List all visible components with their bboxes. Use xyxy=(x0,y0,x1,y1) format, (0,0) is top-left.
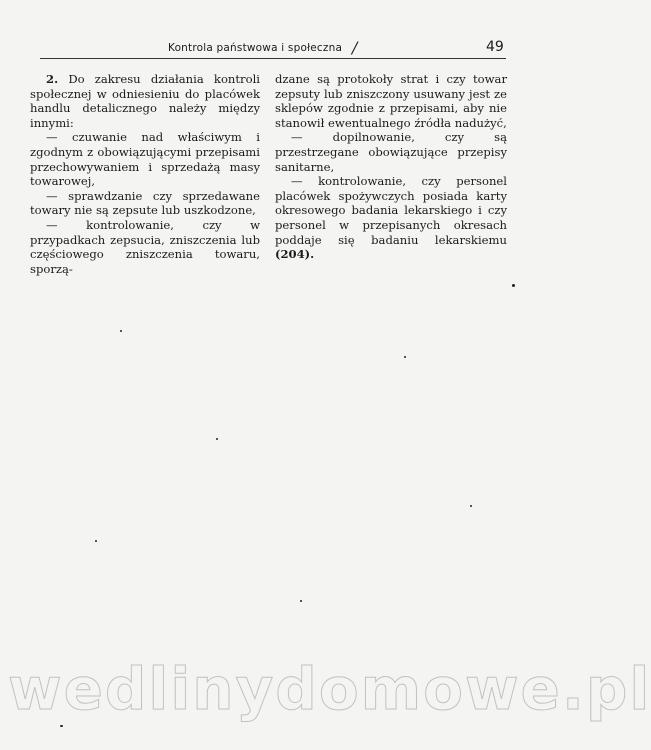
list-item: — czuwanie nad właściwym i zgodnym z obowiązującymi przepisami przechowywaniem i sprzedażą masy towarowej, xyxy=(30,130,260,189)
scan-speck xyxy=(95,540,97,542)
scan-speck xyxy=(216,438,218,440)
header-rule xyxy=(40,58,506,59)
running-header: Kontrola państwowa i społeczna xyxy=(168,42,343,54)
left-column xyxy=(30,72,260,276)
right-column xyxy=(275,72,507,262)
paragraph-intro-text: Do zakresu działania kontroli społecznej w odniesieniu do placówek handlu detalicznego należy między innymi: xyxy=(30,72,260,130)
paragraph-intro xyxy=(30,72,260,130)
scan-speck xyxy=(60,725,63,727)
page-number: 49 xyxy=(486,39,504,55)
watermark: wedlinydomowe.pl xyxy=(8,655,651,723)
reference-number: (204). xyxy=(275,247,315,262)
list-item: — dopilnowanie, czy są przestrzegane obowiązujące przepisy sanitarne, xyxy=(275,130,507,174)
list-item-text: — kontrolowanie, czy personel placówek spożywczych posiada karty okresowego badania lekarskiego i czy personel w przepisanych okresach poddaje się badaniu lekarskiemu xyxy=(275,174,507,247)
scan-speck xyxy=(512,284,515,287)
header-slash-mark: / xyxy=(352,38,358,57)
scan-speck xyxy=(120,330,122,332)
list-item: — kontrolowanie, czy w przypadkach zepsucia, zniszczenia lub częściowego zniszczenia towaru, sporzą- xyxy=(30,217,260,276)
continuation-text: dzane są protokoły strat i czy towar zepsuty lub zniszczony usuwany jest ze sklepów zgodnie z przepisami, aby nie stanowił ewentualnego źródła nadużyć, xyxy=(275,72,507,130)
scan-speck xyxy=(404,356,406,358)
scan-speck xyxy=(300,600,302,602)
scan-speck xyxy=(470,505,472,507)
list-item: — sprawdzanie czy sprzedawane towary nie są zepsute lub uszkodzone, xyxy=(30,188,260,218)
paragraph-number: 2. xyxy=(46,72,59,86)
list-item xyxy=(275,174,507,262)
